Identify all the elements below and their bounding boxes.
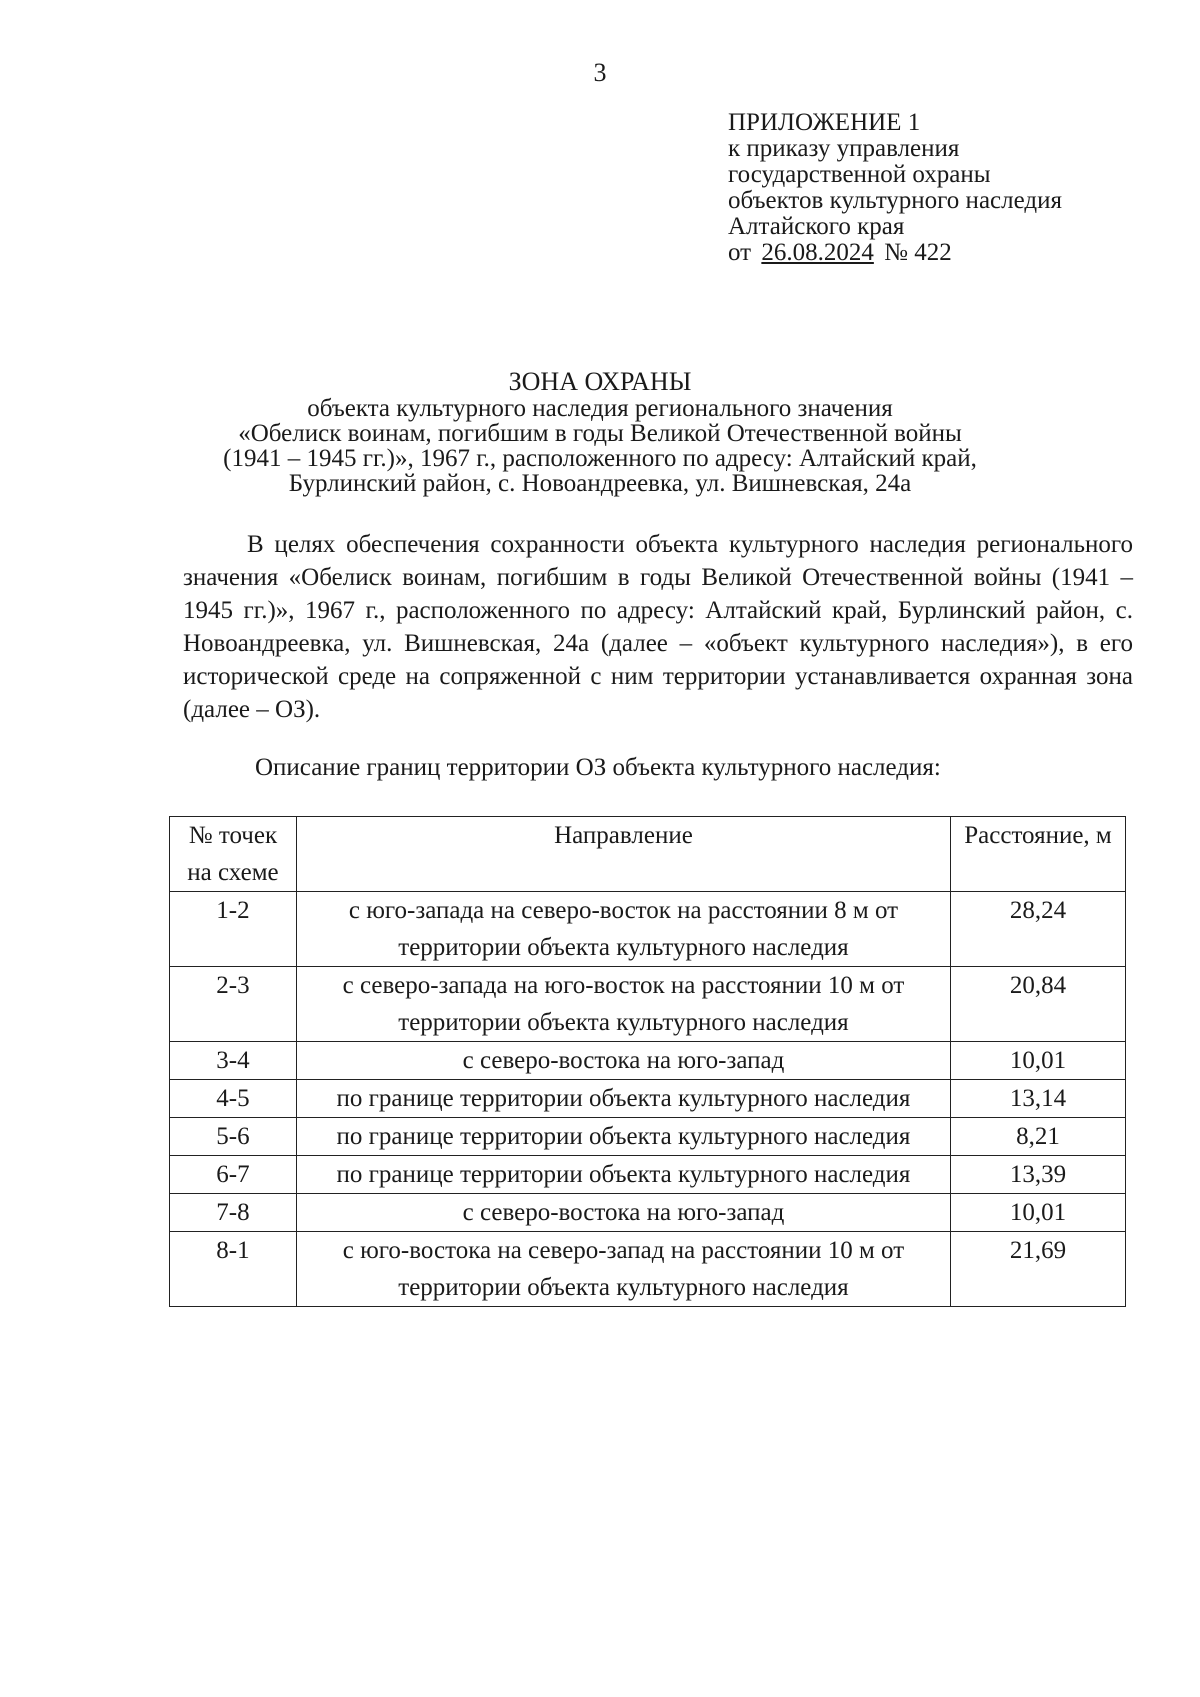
table-row bbox=[170, 1042, 1126, 1080]
page-number: 3 bbox=[593, 58, 607, 87]
cell-distance: 20,84 bbox=[951, 967, 1126, 1042]
appendix-block bbox=[728, 110, 1062, 266]
subtitle-line: «Обелиск воинам, погибшим в годы Великой Отечественной войны bbox=[238, 420, 962, 447]
table-row bbox=[170, 1194, 1126, 1232]
cell-points: 4-5 bbox=[170, 1080, 297, 1118]
header-direction: Направление bbox=[296, 817, 950, 892]
cell-distance: 21,69 bbox=[951, 1232, 1126, 1307]
appendix-date-line bbox=[728, 240, 1062, 266]
subtitle-line: Бурлинский район, с. Новоандреевка, ул. Вишневская, 24а bbox=[288, 470, 912, 497]
appendix-line: государственной охраны bbox=[728, 161, 991, 188]
cell-points: 7-8 bbox=[170, 1194, 297, 1232]
cell-points: 2-3 bbox=[170, 967, 297, 1042]
cell-direction: по границе территории объекта культурного наследия bbox=[296, 1118, 950, 1156]
cell-points: 1-2 bbox=[170, 892, 297, 967]
cell-distance: 10,01 bbox=[951, 1042, 1126, 1080]
cell-distance: 28,24 bbox=[951, 892, 1126, 967]
table-row bbox=[170, 967, 1126, 1042]
boundaries-table bbox=[169, 816, 1126, 1307]
cell-direction: с юго-востока на северо-запад на расстоянии 10 м от территории объекта культурного наследия bbox=[296, 1232, 950, 1307]
cell-points: 8-1 bbox=[170, 1232, 297, 1307]
table-row bbox=[170, 1232, 1126, 1307]
header-distance: Расстояние, м bbox=[951, 817, 1126, 892]
appendix-line: Алтайского края bbox=[728, 213, 905, 240]
appendix-line: к приказу управления bbox=[728, 135, 960, 162]
cell-direction: с северо-востока на юго-запад bbox=[296, 1194, 950, 1232]
date-prefix: от bbox=[728, 239, 752, 266]
order-number: № 422 bbox=[884, 239, 952, 266]
cell-points: 6-7 bbox=[170, 1156, 297, 1194]
zone-title: ЗОНА ОХРАНЫ bbox=[508, 367, 692, 396]
table-header-row bbox=[170, 817, 1126, 892]
order-date: 26.08.2024 bbox=[761, 239, 874, 266]
cell-distance: 13,39 bbox=[951, 1156, 1126, 1194]
subtitle-line: объекта культурного наследия регионального значения bbox=[307, 395, 893, 422]
cell-distance: 8,21 bbox=[951, 1118, 1126, 1156]
appendix-title: ПРИЛОЖЕНИЕ 1 bbox=[728, 109, 921, 136]
subtitle-line: (1941 – 1945 гг.)», 1967 г., расположенного по адресу: Алтайский край, bbox=[223, 445, 977, 472]
cell-direction: с юго-запада на северо-восток на расстоянии 8 м от территории объекта культурного наследия bbox=[296, 892, 950, 967]
zone-subtitle bbox=[0, 396, 1200, 496]
intro-paragraph: В целях обеспечения сохранности объекта культурного наследия регионального значения «Обелиск воинам, погибшим в годы Великой Отечественной войны (1941 – 1945 гг.)», 1967 г., расположенного по адресу: Алтайский край, Бурлинский район, с. Новоандреевка, ул. Вишневская, 24а (далее – «объект культурного наследия»), в его исторической среде на сопряженной с ним территории устанавливается охранная зона (далее – ОЗ). bbox=[183, 531, 1133, 723]
appendix-line: объектов культурного наследия bbox=[728, 187, 1062, 214]
cell-points: 5-6 bbox=[170, 1118, 297, 1156]
cell-distance: 13,14 bbox=[951, 1080, 1126, 1118]
cell-direction: с северо-востока на юго-запад bbox=[296, 1042, 950, 1080]
table-row bbox=[170, 1156, 1126, 1194]
table-row bbox=[170, 892, 1126, 967]
cell-direction: по границе территории объекта культурного наследия bbox=[296, 1080, 950, 1118]
cell-points: 3-4 bbox=[170, 1042, 297, 1080]
table-row bbox=[170, 1118, 1126, 1156]
table-row bbox=[170, 1080, 1126, 1118]
table-caption: Описание границ территории ОЗ объекта культурного наследия: bbox=[255, 754, 941, 781]
cell-distance: 10,01 bbox=[951, 1194, 1126, 1232]
cell-direction: с северо-запада на юго-восток на расстоянии 10 м от территории объекта культурного наследия bbox=[296, 967, 950, 1042]
header-points: № точек на схеме bbox=[170, 817, 297, 892]
cell-direction: по границе территории объекта культурного наследия bbox=[296, 1156, 950, 1194]
